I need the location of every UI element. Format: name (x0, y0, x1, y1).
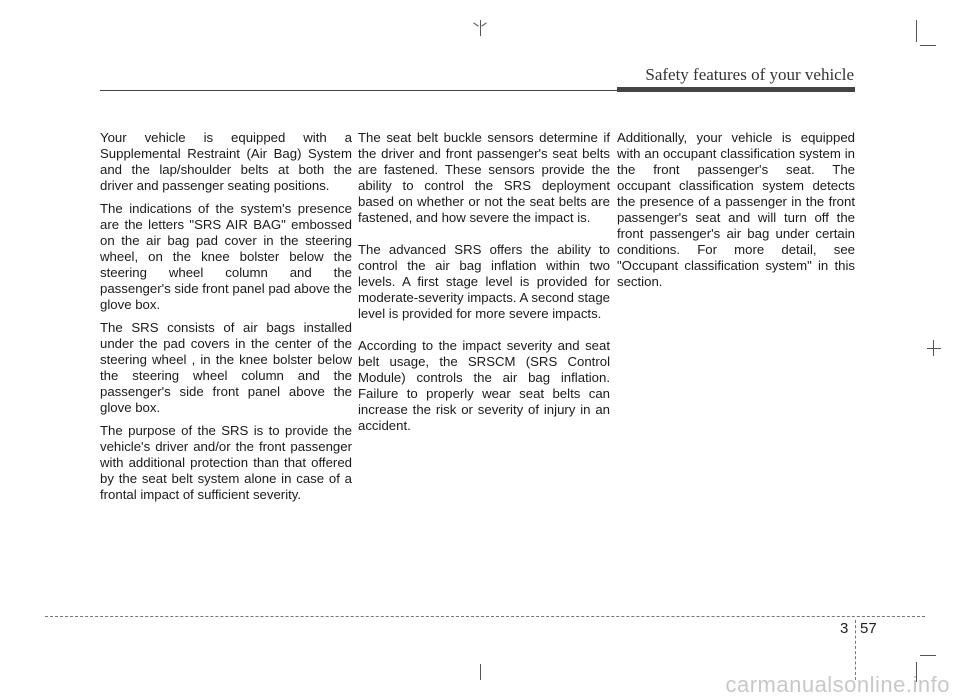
crop-mark (920, 655, 936, 656)
paragraph: The purpose of the SRS is to provide the vehicle's driver and/or the front passenger with additional protection than that offered by the seat belt system alone in case of a frontal impact of sufficient severity. (100, 423, 352, 502)
watermark: carmanualsonline.info (725, 672, 950, 697)
page-number: 57 (860, 620, 877, 637)
header-rule-accent (617, 87, 855, 92)
crop-mark (916, 20, 917, 42)
chapter-number: 3 (840, 620, 849, 637)
paragraph: Additionally, your vehicle is equipped with an occupant classification system in the front passenger's seat. The occupant classification system detects the presence of a passenger in the front passenger's seat and will turn off the front passenger's air bag under certain conditions. For more detail, see "Occupant classification system" in this section. (617, 130, 855, 289)
paragraph: According to the impact severity and seat belt usage, the SRSCM (SRS Control Module) controls the air bag inflation. Failure to properly wear seat belts can increase the risk or severity of injury in an accident. (358, 338, 610, 433)
section-title: Safety features of your vehicle (645, 65, 854, 84)
footer-rule (45, 616, 925, 617)
paragraph: Your vehicle is equipped with a Supplemental Restraint (Air Bag) System and the lap/shoulder belts at both the driver and passenger seating positions. (100, 130, 352, 193)
paragraph: The seat belt buckle sensors determine if the driver and front passenger's seat belts are fastened. These sensors provide the ability to control the SRS deployment based on whether or not the seat belts are fastened, and how severe the impact is. (358, 130, 610, 225)
crop-mark (473, 22, 478, 26)
text-column-2 (358, 130, 610, 441)
page-number-divider (855, 620, 856, 680)
text-column-1 (100, 130, 352, 510)
crop-mark (927, 348, 941, 349)
crop-mark (480, 664, 481, 680)
crop-mark (480, 20, 481, 36)
text-column-3 (617, 130, 855, 297)
paragraph: The SRS consists of air bags installed under the pad covers in the center of the steering wheel , in the knee bolster below the steering wheel column and the passenger's side front panel above the glove box. (100, 320, 352, 415)
crop-mark (481, 22, 486, 26)
crop-mark (920, 45, 936, 46)
paragraph: The indications of the system's presence are the letters "SRS AIR BAG" embossed on the air bag pad cover in the steering wheel, on the knee bolster below the steering wheel column and the passenger's side front panel pad above the glove box. (100, 201, 352, 312)
paragraph: The advanced SRS offers the ability to control the air bag inflation within two levels. A first stage level is provided for moderate-severity impacts. A second stage level is provided for more severe impacts. (358, 242, 610, 321)
